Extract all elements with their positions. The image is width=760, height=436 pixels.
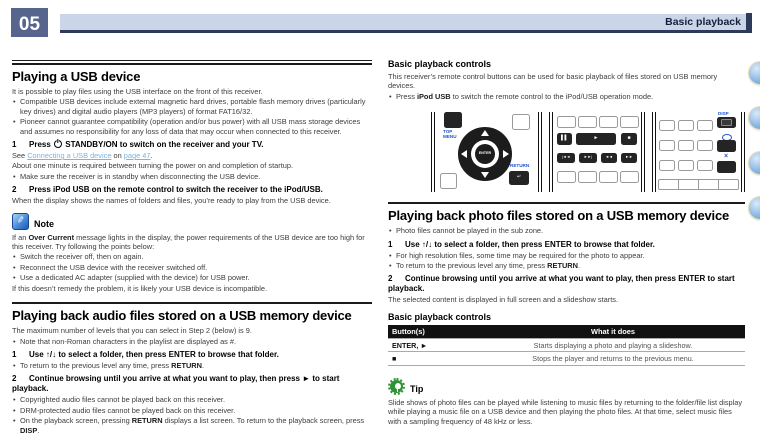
column-header-buttons: Button(s) (388, 325, 481, 339)
bullet-item: • To return to the previous level any time, press RETURN. (12, 361, 372, 370)
skip-forward-button: ►►| (579, 153, 597, 163)
bullet-item: • Make sure the receiver is in standby when disconnecting the USB device. (12, 172, 372, 181)
controls-intro: This receiver’s remote control buttons can be used for basic playback of files stored on USB memory devices. (388, 71, 718, 91)
skip-back-button: |◄◄ (557, 153, 575, 163)
step-text: Continue browsing until you arrive at what you want to play, then press ENTER to start playback. (388, 274, 735, 294)
page-nav-button[interactable] (749, 107, 760, 129)
remote-panel-transport (552, 112, 642, 192)
remote-panel-dpad (434, 112, 539, 192)
scan-forward-button: ►► (621, 153, 637, 163)
step-number: 2 (388, 274, 393, 284)
remote-button-blank (512, 114, 530, 130)
step-number: 1 (12, 349, 17, 359)
bullet-item: • To return to the previous level any time, press RETURN. (388, 261, 745, 270)
step-number: 2 (12, 374, 17, 384)
section-rule (388, 202, 745, 204)
bullet-item: • DRM-protected audio files cannot be played back on this receiver. (12, 406, 372, 415)
standby-power-icon (54, 140, 62, 148)
note-label: Note (34, 219, 54, 230)
note-icon: ✎ (12, 213, 29, 230)
section-title-audio-files: Playing back audio files stored on a USB memory device (12, 308, 352, 324)
link[interactable]: page 47 (123, 151, 151, 161)
when-paragraph: When the display shows the names of folders and files, you’re ready to play from the USB device. (12, 196, 331, 206)
dpad-left-arrow-icon (461, 150, 467, 158)
intro-paragraph: The maximum number of levels that you can select in Step 2 (below) is 9. (12, 326, 252, 336)
table-row (388, 339, 745, 352)
table-header-row (388, 325, 745, 339)
tip-paragraph: Slide shows of photo files can be played while listening to music files by returning to the folder/file list display while playing a music file on a USB device and then playing the photo files. At that time, select music files with a sampling frequency of 48 kHz or less. (388, 397, 743, 426)
top-menu-label: TOP MENU (443, 129, 457, 139)
remote-button-blank (678, 120, 694, 131)
bullet-item: • Note that non-Roman characters in the playlist are displayed as #. (12, 337, 372, 346)
page-title: Basic playback (665, 16, 741, 28)
remote-button-blank (620, 171, 639, 183)
chapter-number-badge: 05 (11, 8, 48, 37)
subheading-basic-playback-controls-table: Basic playback controls (388, 311, 492, 322)
remote-button-blank (697, 120, 713, 131)
bullet-item: • Photo files cannot be played in the sub zone. (388, 226, 745, 235)
right-column (388, 60, 745, 427)
shuffle-icon: × (724, 153, 729, 161)
remote-button-blank (620, 116, 639, 128)
step-text: Use ↑/↓ to select a folder, then press ENTER to browse that folder. (405, 239, 655, 249)
header-bar (60, 14, 752, 33)
step-text: Continue browsing until you arrive at what you want to play, then press ► to start playback. (12, 374, 340, 394)
note-outro: If this doesn’t remedy the problem, it is likely your USB device is incompatible. (12, 283, 268, 293)
bullet-item: • On the playback screen, pressing RETURN displays a list screen. To return to the playback screen, press DISP. (12, 416, 372, 435)
section-title-photo-files: Playing back photo files stored on a USB memory device (388, 208, 730, 224)
tip-icon (388, 378, 405, 395)
step-text: Press STANDBY/ON to switch on the receiver and your TV. (29, 140, 264, 150)
column-header-what-it-does: What it does (481, 325, 745, 339)
remote-button-blank (557, 116, 576, 128)
remote-button-blank (599, 171, 618, 183)
remote-button-blank (440, 173, 457, 189)
dpad-up-arrow-icon (481, 130, 489, 136)
disp-button (717, 117, 736, 128)
bullet-item: • Compatible USB devices include external magnetic hard drives, portable flash memory drives (particularly key drives) and digital audio players (MP3 players) of format FAT16/32. (12, 97, 372, 116)
step-text: Use ↑/↓ to select a folder, then press ENTER to browse that folder. (29, 349, 279, 359)
step-1-select-folder-photo (388, 240, 745, 250)
dpad-right-arrow-icon (503, 150, 509, 158)
remote-button-blank (678, 160, 694, 171)
section-rule (12, 302, 372, 304)
return-button: ↵ (509, 171, 529, 185)
bullet-item: • Switch the receiver off, then on again. (12, 252, 372, 261)
tip-label: Tip (410, 384, 424, 395)
scan-back-button: ◄◄ (601, 153, 617, 163)
bullet-item: • Reconnect the USB device with the receiver switched off. (12, 263, 372, 272)
remote-button-blank (578, 171, 597, 183)
return-label: RETURN (510, 163, 530, 169)
top-menu-button (444, 112, 462, 128)
step-number: 1 (388, 239, 393, 249)
step-1-standby (12, 140, 372, 150)
remote-control-illustration (428, 112, 740, 192)
remote-button-blank (678, 140, 694, 151)
dpad (458, 127, 512, 181)
bullet-item: • Press iPod USB to switch the remote control to the iPod/USB operation mode. (388, 92, 745, 101)
step-number: 2 (12, 185, 17, 195)
step-1-select-folder (12, 350, 372, 360)
description-cell: Starts displaying a photo and playing a slideshow. (481, 339, 745, 352)
note-paragraph: If an Over Current message lights in the display, the power requirements of the USB device are too high for this receiver. Try following the points below: (12, 232, 365, 252)
page-nav-button[interactable] (749, 152, 760, 174)
header-bar-end-tab (746, 13, 752, 33)
tip-callout-header (388, 378, 745, 395)
section-title-playing-usb: Playing a USB device (12, 69, 141, 84)
remote-button-blank (659, 160, 675, 171)
disp-label: DISP (718, 111, 729, 117)
section-rule (12, 60, 372, 65)
step-number: 1 (12, 140, 17, 150)
note-callout-header (12, 213, 372, 230)
page-nav-button[interactable] (749, 197, 760, 219)
remote-panel-display (655, 112, 742, 192)
playback-controls-table (388, 325, 745, 366)
remote-button-blank (697, 160, 713, 171)
repeat-button (717, 140, 736, 152)
step-2-ipod-usb (12, 185, 372, 195)
pause-button: ▌▌ (557, 133, 572, 145)
step-text: Press iPod USB on the remote control to switch the receiver to the iPod/USB. (29, 185, 323, 195)
remote-button-blank (659, 140, 675, 151)
remote-button-blank (599, 116, 618, 128)
about-paragraph: About one minute is required between turning the power on and completion of startup. (12, 161, 294, 171)
page-nav-button[interactable] (749, 62, 760, 84)
left-column (12, 60, 372, 436)
bullet-item: • Use a dedicated AC adapter (supplied with the device) for USB power. (12, 273, 372, 282)
remote-bottom-bar (658, 179, 739, 190)
enter-button: ENTER (475, 144, 495, 164)
button-cell: ■ (388, 352, 481, 365)
play-button: ► (576, 133, 616, 145)
bullet-item: • For high resolution files, some time may be required for the photo to appear. (388, 251, 745, 260)
shuffle-button (717, 161, 736, 173)
description-cell: Stops the player and returns to the previous menu. (481, 352, 745, 365)
see-reference-line: See Connecting a USB device on page 47. (12, 151, 153, 161)
table-row (388, 352, 745, 365)
subheading-basic-playback-controls: Basic playback controls (388, 59, 492, 69)
step-2-start-playback (12, 374, 372, 394)
bullet-item: • Copyrighted audio files cannot be played back on this receiver. (12, 395, 372, 404)
step-2-start-slideshow (388, 274, 745, 294)
bullet-item: • Pioneer cannot guarantee compatibility (operation and/or bus power) with all USB mass storage devices and assumes no responsibility for any loss of data that may occur when connected to this receiver. (12, 117, 372, 136)
remote-button-blank (659, 120, 675, 131)
stop-button: ■ (621, 133, 637, 145)
remote-button-blank (557, 171, 576, 183)
remote-button-blank (578, 116, 597, 128)
display-icon (721, 119, 732, 126)
remote-button-blank (697, 140, 713, 151)
dpad-down-arrow-icon (481, 172, 489, 178)
button-cell: ENTER, ► (388, 339, 481, 352)
intro-paragraph: It is possible to play files using the USB interface on the front of this receiver. (12, 87, 263, 96)
slideshow-paragraph: The selected content is displayed in full screen and a slideshow starts. (388, 295, 619, 305)
link[interactable]: Connecting a USB device (27, 151, 112, 161)
